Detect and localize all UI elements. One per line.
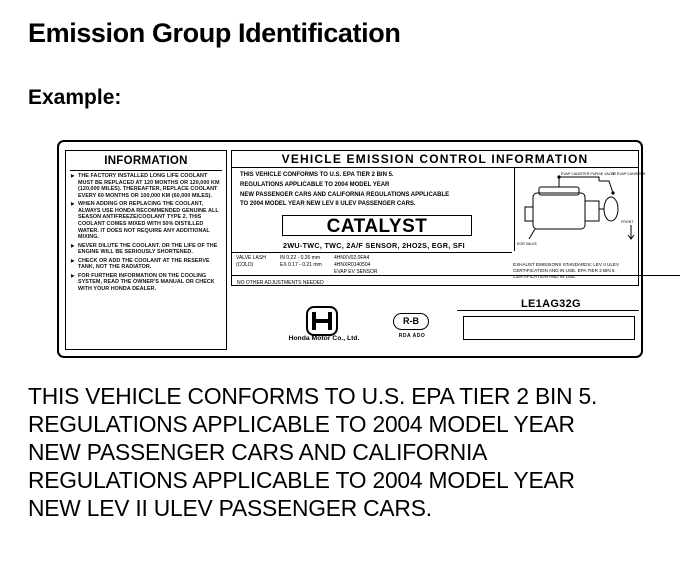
vehicle-emission-title: VEHICLE EMISSION CONTROL INFORMATION	[232, 151, 638, 168]
spec-row	[236, 255, 400, 262]
page-title: Emission Group Identification	[28, 18, 401, 48]
divider	[70, 170, 222, 171]
information-item: ▶ CHECK OR ADD THE COOLANT AT THE RESERVE TANK, NOT THE RADIATOR.	[71, 258, 222, 271]
spec-cell: 4HNXR0140504	[334, 262, 371, 268]
conformance-body-text	[28, 382, 678, 522]
conformance-line: NEW PASSENGER CARS AND CALIFORNIA REGULATIONS APPLICABLE	[240, 191, 450, 198]
information-item: ▶ THE FACTORY INSTALLED LONG LIFE COOLANT MUST BE REPLACED AT 120 MONTHS OR 120,000 KM (120,000 MILES). THEREAFTER, REPLACE COOLANT EVERY 60 MONTHS OR 100,000 KM (60,000 MILES).	[71, 173, 222, 199]
conformance-line: REGULATIONS APPLICABLE TO 2004 MODEL YEAR	[240, 181, 390, 188]
information-item: ▶ NEVER DILUTE THE COOLANT. OR THE LIFE OF THE ENGINE WILL BE SERIOUSLY SHORTENED.	[71, 243, 222, 256]
rb-mark: R-B	[393, 313, 429, 330]
body-line: NEW LEV II ULEV PASSENGER CARS.	[28, 495, 432, 521]
divider	[457, 310, 639, 311]
spec-row	[236, 262, 400, 269]
catalyst-label: CATALYST	[282, 215, 472, 236]
diagram-label-egr: EGR VALVE	[517, 242, 537, 246]
body-line: NEW PASSENGER CARS AND CALIFORNIA	[28, 439, 488, 465]
diagram-label-canister: TO EVAP CANISTER	[611, 172, 646, 176]
divider	[232, 252, 512, 253]
emission-label-plate	[57, 140, 646, 358]
spec-cell: (COLD)	[236, 262, 254, 268]
emission-systems: 2WU-TWC, TWC, 2A/F SENSOR, 2HO2S, EGR, SFI	[283, 241, 465, 250]
conformance-line: THIS VEHICLE CONFORMS TO U.S. EPA TIER 2 BIN 5.	[240, 172, 394, 178]
spec-cell: EX 0.17 - 0.21 mm	[280, 262, 322, 268]
conformance-line: TO 2004 MODEL YEAR NEW LEV II ULEV PASSENGER CARS.	[240, 201, 416, 208]
engine-code-row	[457, 298, 639, 311]
body-line: THIS VEHICLE CONFORMS TO U.S. EPA TIER 2 BIN 5.	[28, 383, 598, 409]
manufacturer-name: Honda Motor Co., Ltd.	[288, 335, 360, 342]
spec-cell: IN 0.22 - 0.26 mm	[280, 255, 321, 261]
engine-diagram	[514, 167, 646, 251]
spec-cell: EVAP EV SENSOR	[334, 269, 378, 275]
spec-cell: VALVE LASH	[236, 255, 266, 261]
information-title: INFORMATION	[104, 155, 188, 167]
information-item: ▶ WHEN ADDING OR REPLACING THE COOLANT, ALWAYS USE HONDA RECOMMENDED GENUINE ALL SEASON ANTIFREEZE/COOLANT TYPE 2. THIS COOLANT COMES MIXED WITH 50% DISTILLED WATER. IT DOES NOT REQUIRE ANY ADDITIONAL MIXING.	[71, 201, 222, 241]
exhaust-standards-note: EXHAUST EMISSIONS STANDARDS: LEV II ULEV CERTIFICATION AND IN USE. EPA TIER 2 BIN 5 CERTIFICATION AND IN USE.	[513, 262, 620, 279]
body-line: REGULATIONS APPLICABLE TO 2004 MODEL YEAR	[28, 467, 575, 493]
diagram-label-evap: EVAP CANISTER PURGE VALVE	[561, 172, 616, 176]
spec-cell: 4HNXV02.0FA4	[334, 255, 370, 261]
engine-family-code: LE1AG32G	[521, 298, 581, 310]
engine-diagram-drawing	[515, 167, 646, 251]
diagram-label-front: FRONT	[621, 220, 634, 224]
blank-field	[463, 316, 635, 340]
honda-logo-icon	[305, 305, 339, 337]
body-line: REGULATIONS APPLICABLE TO 2004 MODEL YEAR	[28, 411, 575, 437]
example-label: Example:	[28, 86, 122, 109]
information-list	[66, 173, 226, 292]
spec-table	[236, 255, 400, 276]
information-panel	[65, 150, 227, 350]
adjustment-note: NO OTHER ADJUSTMENTS NEEDED	[237, 280, 324, 286]
conformance-statement	[240, 171, 510, 210]
rb-caption: RDA ADO	[398, 333, 426, 339]
information-item: ▶ FOR FURTHER INFORMATION ON THE COOLING SYSTEM, READ THE OWNER'S MANUAL OR CHECK WITH YOUR HONDA DEALER.	[71, 273, 222, 293]
